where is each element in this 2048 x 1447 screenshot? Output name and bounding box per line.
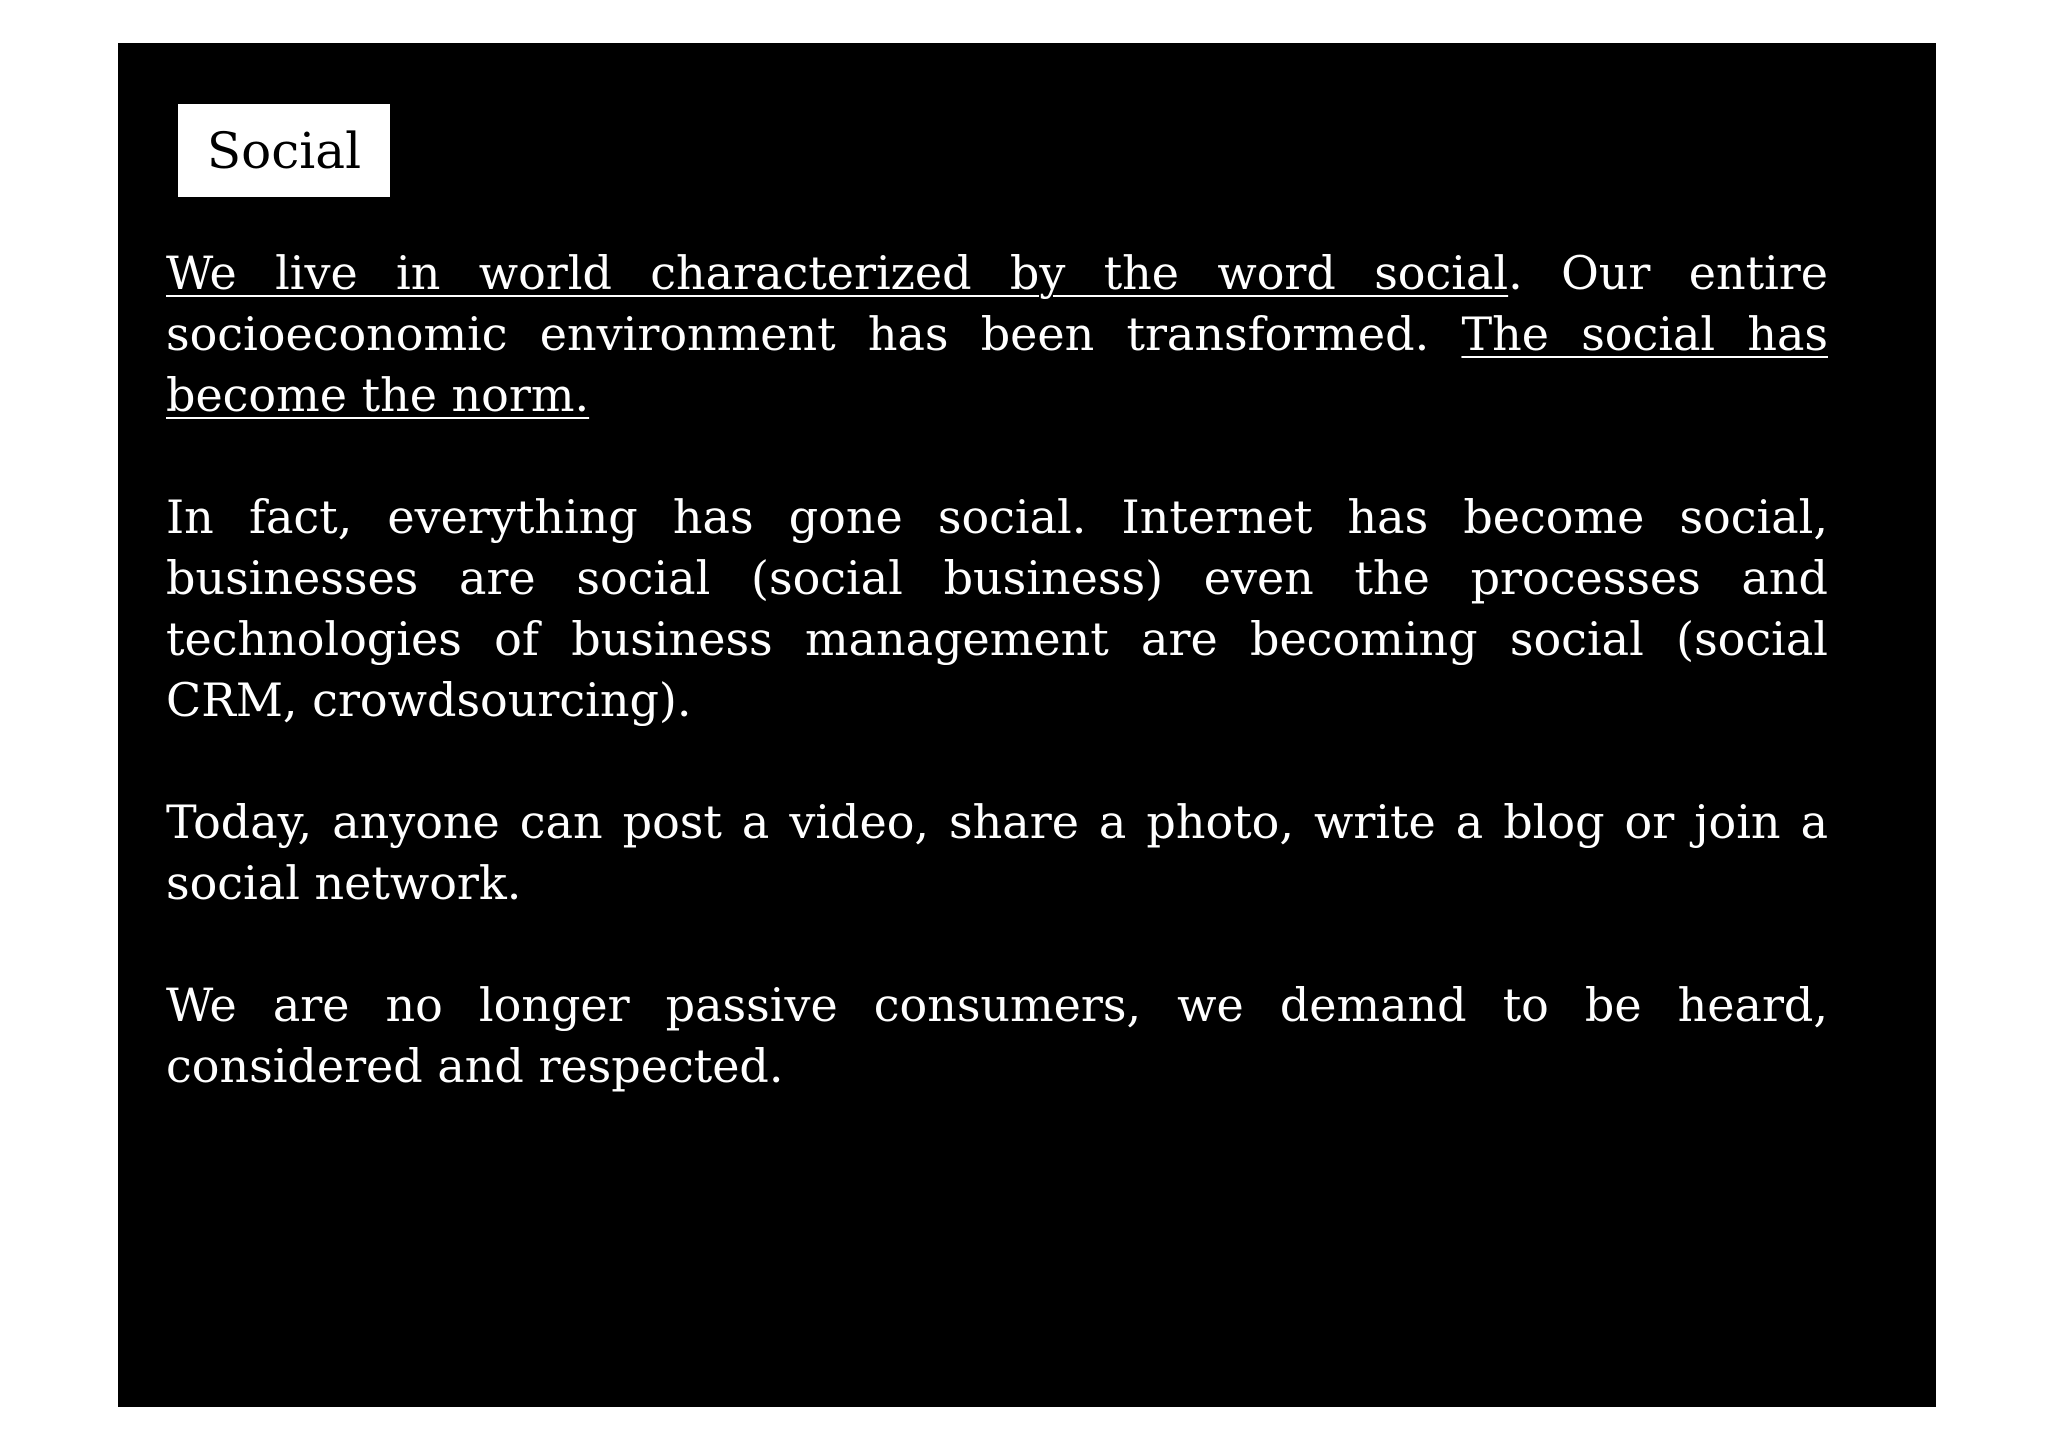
slide-title: Social [206,121,362,180]
body-text: We are no longer passive consumers, we demand to be heard, considered and respected. [166,978,1828,1093]
slide-body [166,243,1828,1158]
paragraph-4 [166,975,1828,1097]
body-text: In fact, everything has gone social. Internet has become social, businesses are social (social business) even the processes and technologies of business management are becoming social (social CRM, crowdsourcing). [166,490,1828,727]
paragraph-3 [166,792,1828,914]
slide [118,43,1936,1407]
underlined-text: We live in world characterized by the word social [166,246,1509,300]
body-text: . Our entire socioeconomic environment has been transformed. [166,246,1829,361]
body-text: Today, anyone can post a video, share a photo, write a blog or join a social network. [166,795,1828,910]
title-box [178,104,390,197]
paragraph-2 [166,487,1828,731]
paragraph-1 [166,243,1828,426]
underlined-text: The social has become the norm. [166,307,1828,422]
